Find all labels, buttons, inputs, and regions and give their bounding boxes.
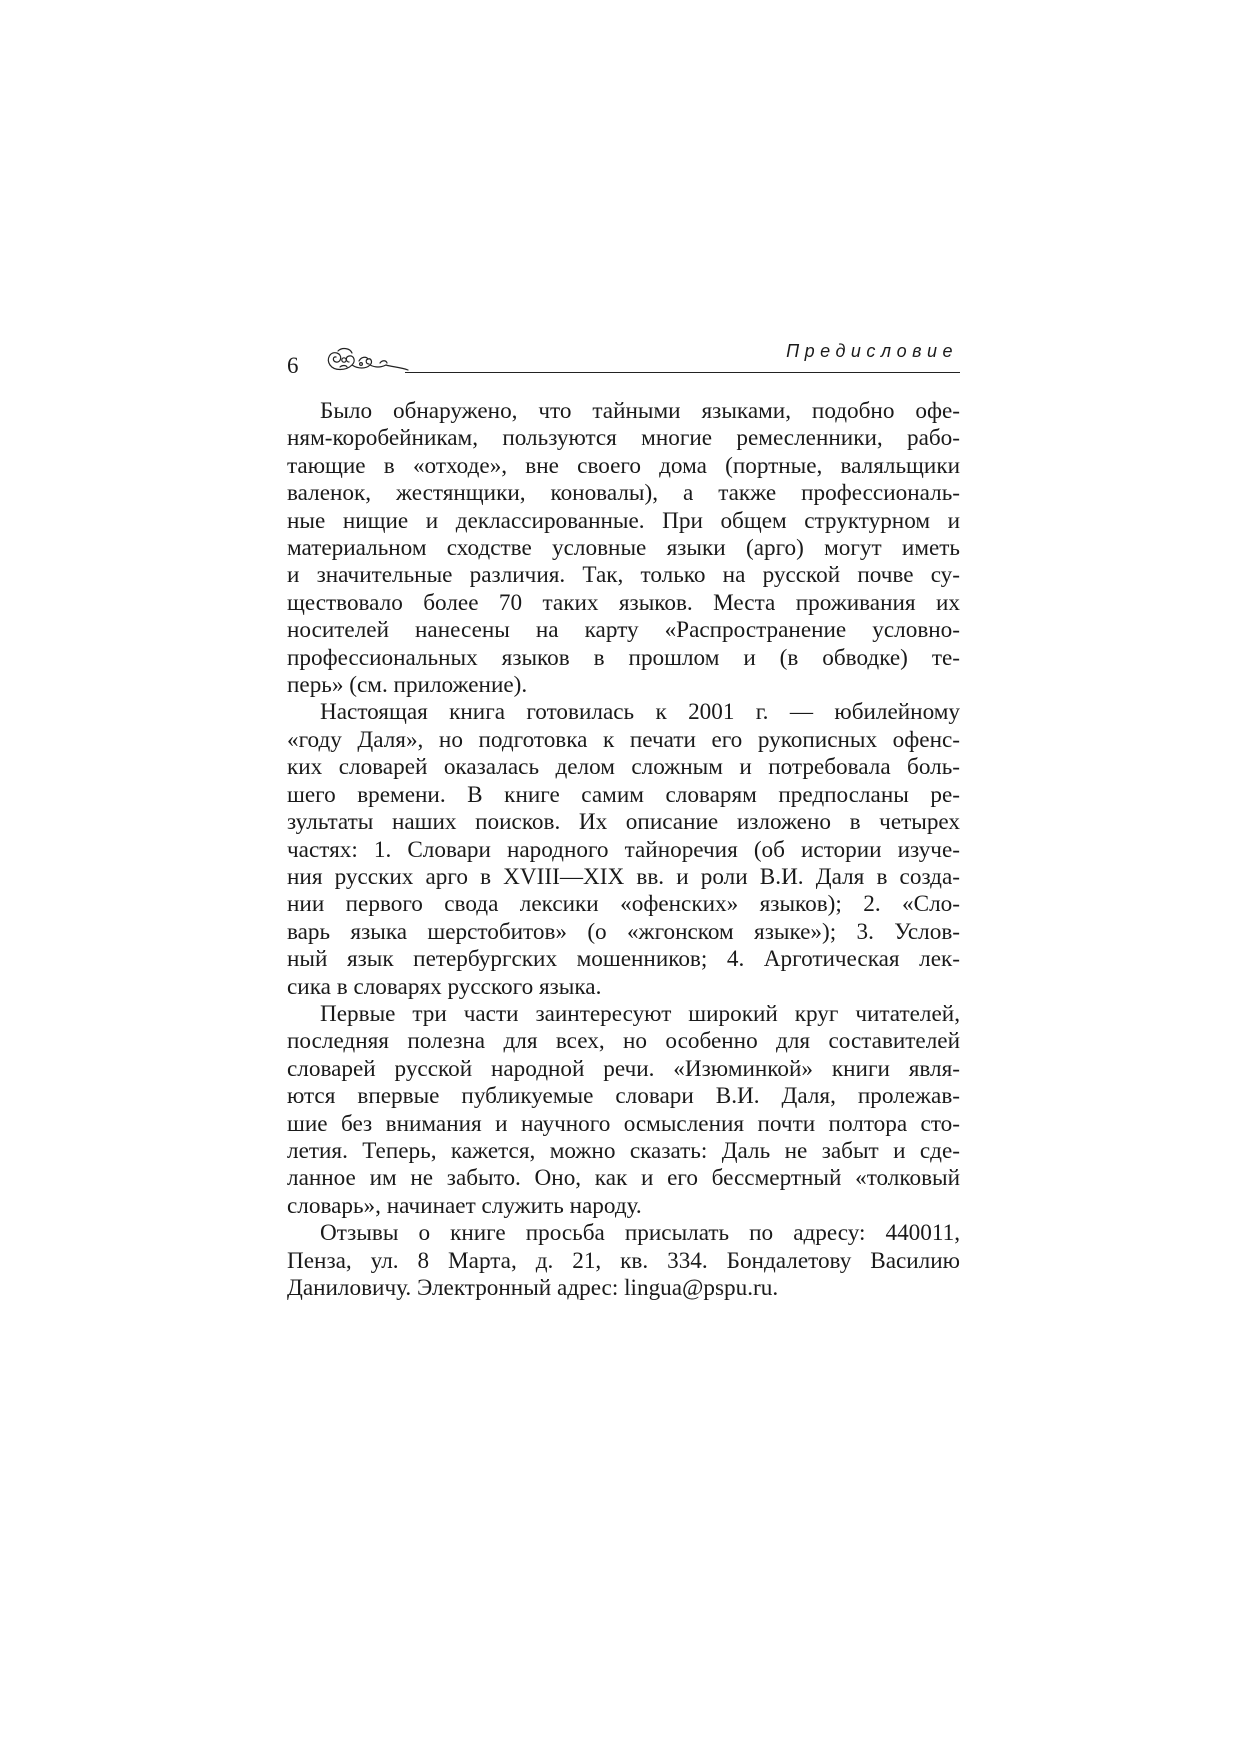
text-line: варь языка шерстобитов» (о «жгонском языке»); 3. Услов- [287, 918, 960, 945]
text-line: Первые три части заинтересуют широкий круг читателей, [320, 1000, 960, 1027]
text-line: Даниловичу. Электронный адрес: lingua@pspu.ru. [287, 1275, 779, 1301]
header-rule [405, 372, 960, 373]
text-line: ный язык петербургских мошенников; 4. Арготическая лек- [287, 946, 960, 973]
text-line: частях: 1. Словари народного тайноречия (об истории изуче- [287, 836, 960, 863]
text-line: летия. Теперь, кажется, можно сказать: Даль не забыт и сде- [287, 1137, 960, 1164]
text-line: профессиональных языков в прошлом и (в обводке) те- [287, 644, 960, 671]
text-line: шего времени. В книге самим словарям предпосланы ре- [287, 781, 960, 808]
text-line: шие без внимания и научного осмысления почти полтора сто- [287, 1110, 960, 1137]
paragraph [287, 699, 960, 1000]
text-line: ные нищие и деклассированные. При общем структурном и [287, 507, 960, 534]
paragraph [287, 1220, 960, 1302]
page-number: 6 [287, 353, 299, 378]
section-title: Предисловие [786, 341, 958, 361]
text-line: ния русских арго в XVIII—XIX вв. и роли В.И. Даля в созда- [287, 863, 960, 890]
text-line: Пенза, ул. 8 Марта, д. 21, кв. 334. Бондалетову Василию [287, 1247, 960, 1274]
text-line: словарь», начинает служить народу. [287, 1192, 642, 1219]
text-line: и значительные различия. Так, только на русской почве су- [287, 562, 960, 589]
text-line: перь» (см. приложение). [287, 672, 528, 699]
text-line: носителей нанесены на карту «Распространение условно- [287, 617, 960, 644]
floral-ornament-icon [324, 345, 414, 375]
text-line: ких словарей оказалась делом сложным и потребовала боль- [287, 754, 960, 781]
text-line: сика в словарях русского языка. [287, 973, 602, 1000]
body-text [287, 398, 960, 1302]
text-line: тающие в «отходе», вне своего дома (портные, валяльщики [287, 452, 960, 479]
text-line: ются впервые публикуемые словари В.И. Даля, пролежав- [287, 1083, 960, 1110]
text-line: «году Даля», но подготовка к печати его рукописных офенс- [287, 726, 960, 753]
text-line: материальном сходстве условные языки (арго) могут иметь [287, 535, 960, 562]
text-line: ням-коробейникам, пользуются многие ремесленники, рабо- [287, 425, 960, 452]
text-line: Было обнаружено, что тайными языками, подобно офе- [320, 398, 960, 424]
text-line: валенок, жестянщики, коновалы), а также профессиональ- [287, 480, 960, 507]
running-header [287, 338, 960, 378]
text-line: Настоящая книга готовилась к 2001 г. — юбилейному [320, 699, 960, 726]
text-line: нии первого свода лексики «офенских» языков); 2. «Сло- [287, 891, 960, 918]
text-line: Отзывы о книге просьба присылать по адресу: 440011, [320, 1220, 960, 1247]
text-line: словарей русской народной речи. «Изюминкой» книги явля- [287, 1055, 960, 1082]
paragraph [287, 398, 960, 699]
text-line: ланное им не забыто. Оно, как и его бессмертный «толковый [287, 1165, 960, 1192]
text-line: ществовало более 70 таких языков. Места проживания их [287, 589, 960, 616]
text-line: последняя полезна для всех, но особенно для составителей [287, 1028, 960, 1055]
text-line: зультаты наших поисков. Их описание изложено в четырех [287, 809, 960, 836]
paragraph [287, 1001, 960, 1220]
